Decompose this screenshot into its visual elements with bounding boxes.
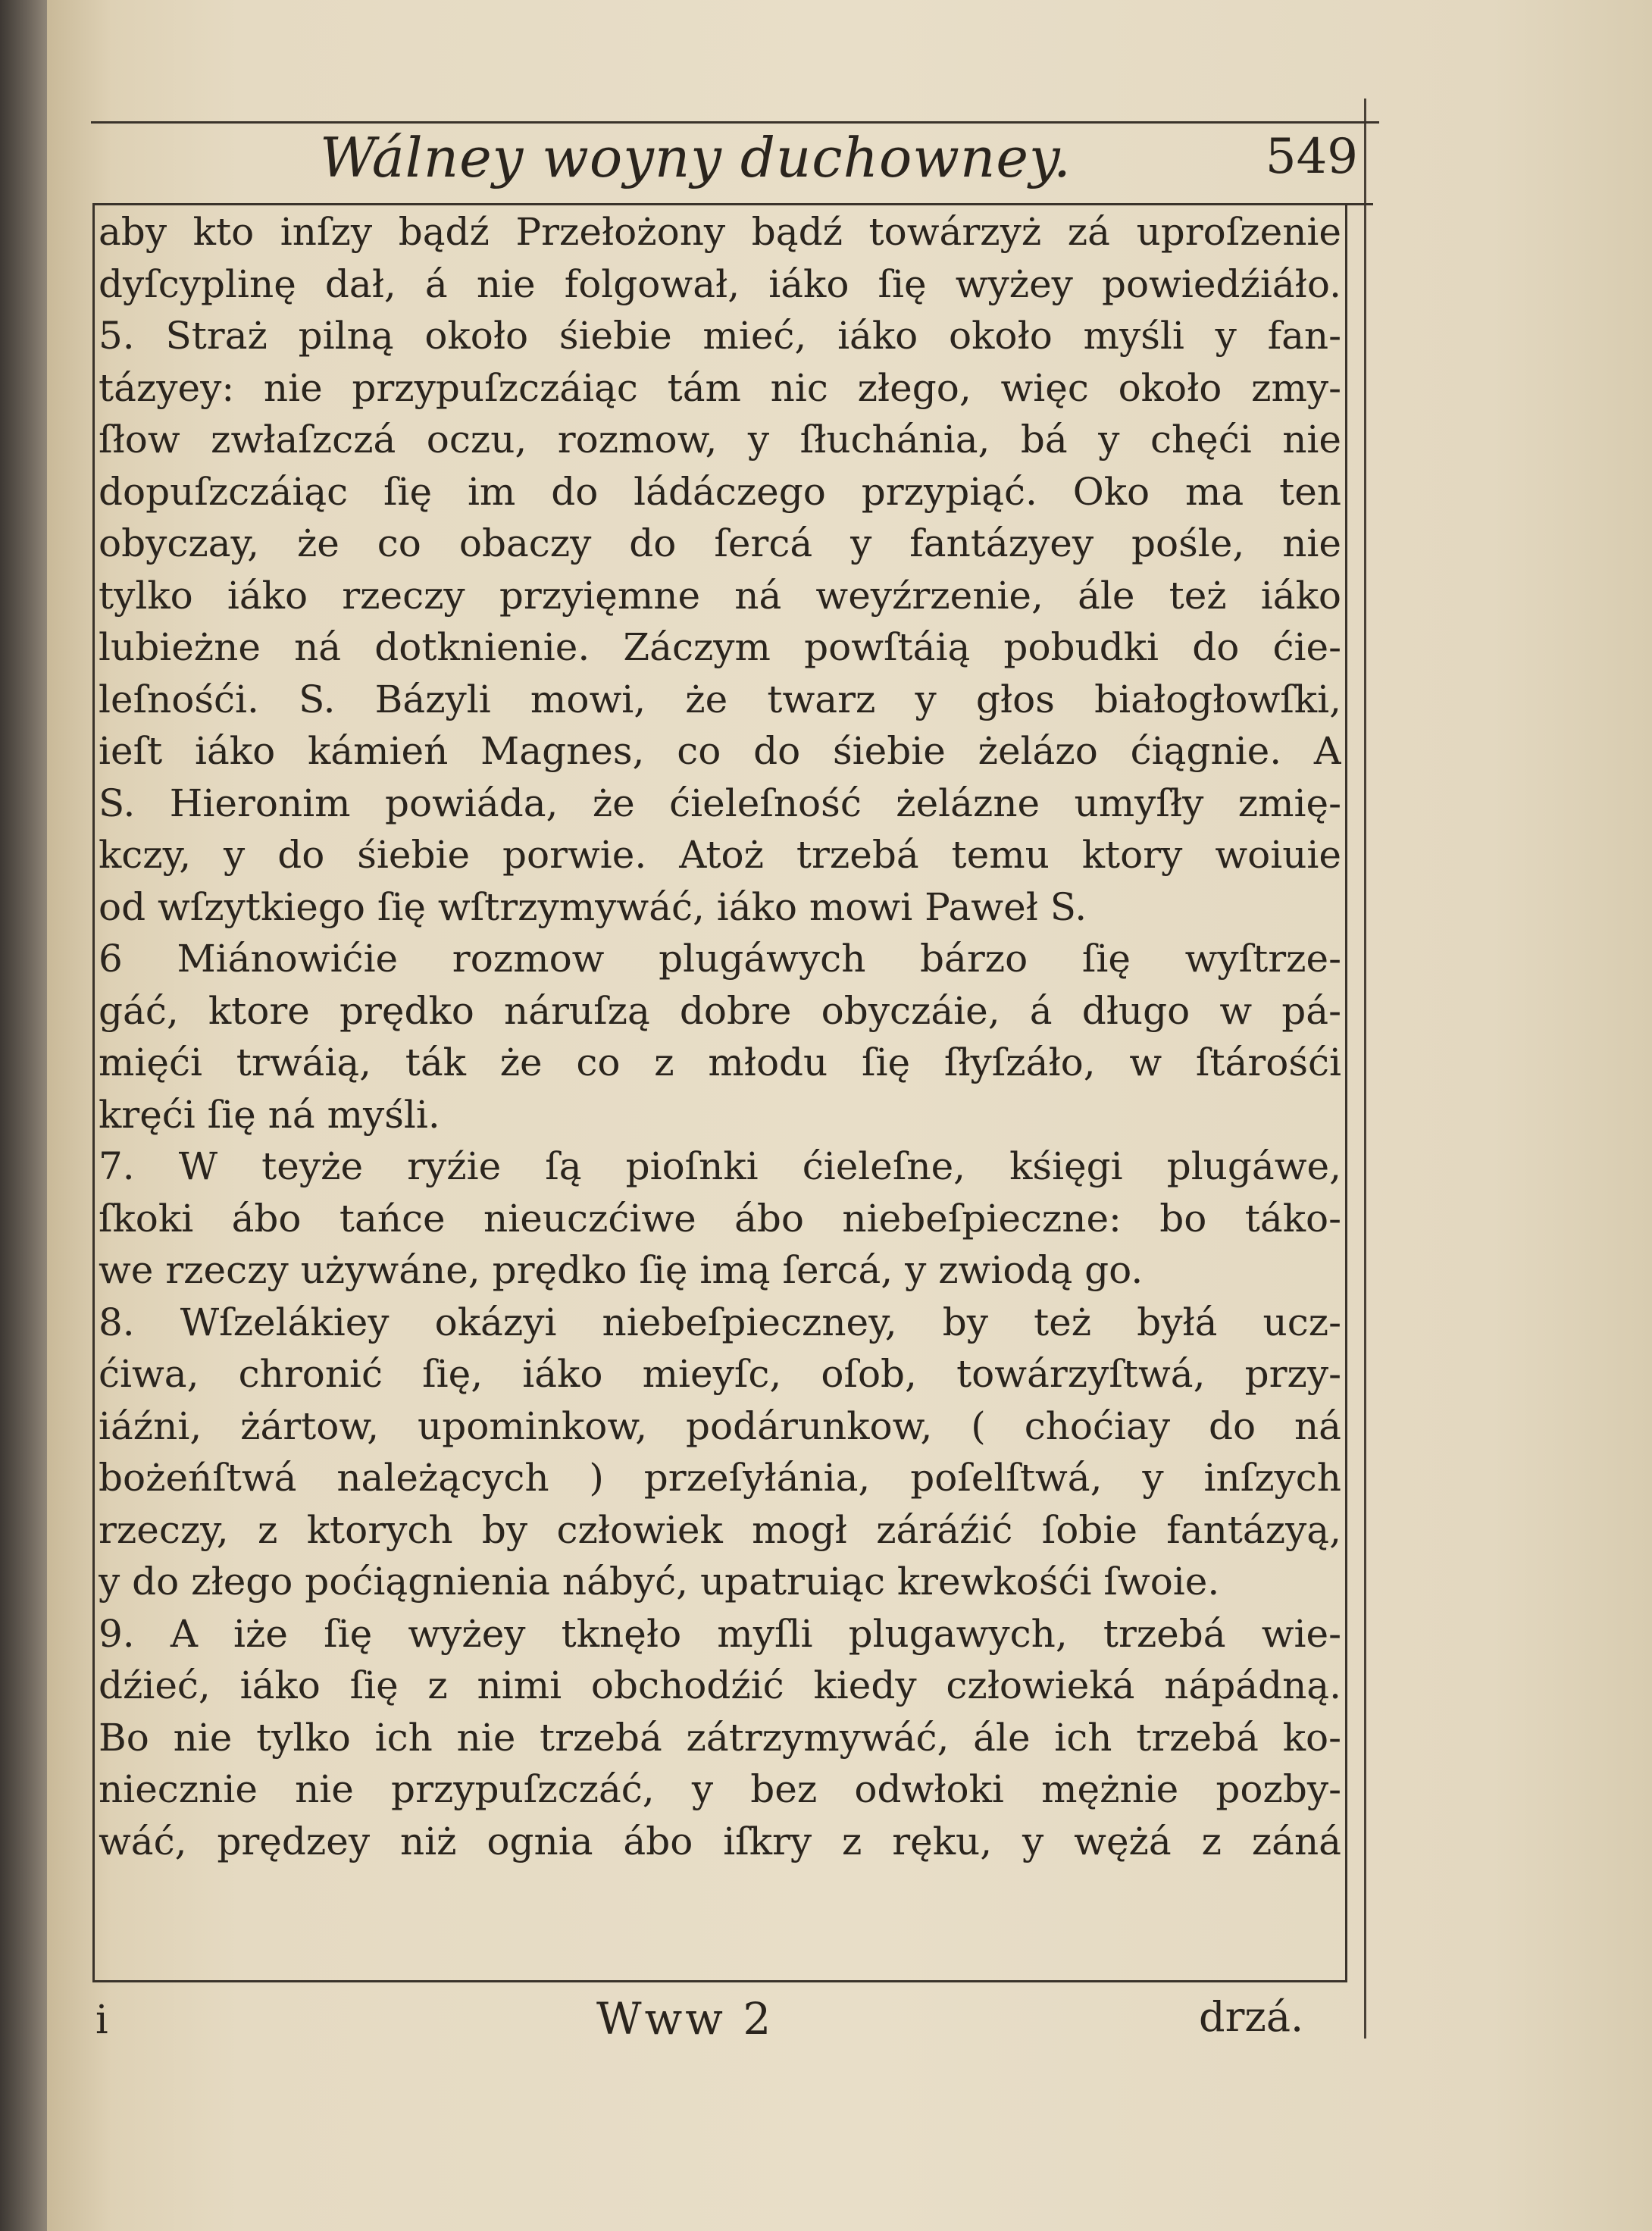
text-line: gáć, ktore prędko náruſzą dobre obyczáie, á długo w pá- <box>99 988 1341 1033</box>
signature-mark: Www 2 <box>596 1993 774 2045</box>
page-number: 549 <box>1265 129 1358 185</box>
text-line: tylko iáko rzeczy przyięmne ná weyźrzenie, ále też iáko <box>99 573 1341 618</box>
text-line: 6 Miánowićie rozmow plugáwych bárzo ſię wyſtrze- <box>99 937 1341 981</box>
text-line: rzeczy, z ktorych by człowiek mogł záráźić ſobie fantázyą, <box>99 1507 1341 1552</box>
running-title: Wálney woyny duchowney. <box>320 126 1072 189</box>
text-line: dźieć, iáko ſię z nimi obchodźić kiedy człowieká nápádną. <box>99 1663 1341 1707</box>
text-line: ieſt iáko kámień Magnes, co do śiebie żelázo ćiągnie. A <box>99 729 1341 773</box>
text-line: we rzeczy używáne, prędko ſię imą ſercá, y zwiodą go. <box>99 1248 1144 1292</box>
text-line: S. Hieronim powiáda, że ćieleſność żelázne umyſły zmię- <box>99 781 1341 825</box>
text-line: iáźni, żártow, upominkow, podárunkow, ( choćiay do ná <box>99 1403 1341 1448</box>
text-line: tázyey: nie przypuſzczáiąc tám nic złego, więc około zmy- <box>99 365 1341 410</box>
text-line: 8. Wſzelákiey okázyi niebeſpieczney, by też byłá ucz- <box>99 1300 1341 1344</box>
text-line: leſnośći. S. Bázyli mowi, że twarz y głos białogłowſki, <box>99 677 1341 721</box>
outer-frame-rule <box>1364 99 1366 2039</box>
text-line: od wſzytkiego ſię wſtrzymywáć, iáko mowi Paweł S. <box>99 884 1087 929</box>
text-line: ſkoki ábo tańce nieuczćiwe ábo niebeſpieczne: bo táko- <box>99 1196 1341 1241</box>
text-line: 7. W teyże ryźie ſą pioſnki ćieleſne, kśięgi plugáwe, <box>99 1144 1341 1188</box>
text-line: ſłow zwłaſzczá oczu, rozmow, y ſłuchánia, bá y chęći nie <box>99 418 1341 462</box>
text-line: dopuſzczáiąc ſię im do ládáczego przypiąć. Oko ma ten <box>99 469 1341 514</box>
text-line: bożeńſtwá należących ) przeſyłánia, poſelſtwá, y inſzych <box>99 1456 1341 1500</box>
book-binding <box>0 0 53 2231</box>
text-line: y do złego poćiągnienia nábyć, upatruiąc krewkośći ſwoie. <box>99 1560 1220 1604</box>
catchword: drzá. <box>1199 1993 1304 2041</box>
text-line: mięći trwáią, ták że co z młodu ſię ſłyſzáło, w ſtárośći <box>99 1040 1341 1084</box>
stray-mark: i <box>95 1998 108 2043</box>
text-line: wáć, prędzey niż ognia ábo iſkry z ręku, y wężá z záná <box>99 1819 1341 1863</box>
body-text <box>99 206 1341 1867</box>
text-line: 9. A iże ſię wyżey tknęło myſli plugawych, trzebá wie- <box>99 1611 1341 1656</box>
text-line: 5. Straż pilną około śiebie mieć, iáko około myśli y fan- <box>99 314 1341 358</box>
text-line: dyſcyplinę dał, á nie folgował, iáko ſię wyżey powiedźiáło. <box>99 261 1341 306</box>
text-line: kręći ſię ná myśli. <box>99 1092 440 1137</box>
text-line: Bo nie tylko ich nie trzebá zátrzymywáć, ále ich trzebá ko- <box>99 1715 1341 1760</box>
text-line: obyczay, że co obaczy do ſercá y fantázyey pośle, nie <box>99 521 1341 565</box>
text-line: lubieżne ná dotknienie. Záczym powſtáią pobudki do ćie- <box>99 625 1341 669</box>
text-line: ćiwa, chronić ſię, iáko mieyſc, oſob, towárzyſtwá, przy- <box>99 1352 1341 1396</box>
text-line: kczy, y do śiebie porwie. Atoż trzebá temu ktory woiuie <box>99 833 1341 877</box>
text-line: niecznie nie przypuſzczáć, y bez odwłoki mężnie pozby- <box>99 1767 1341 1811</box>
text-line: aby kto inſzy bądź Przełożony bądź towárzyż zá uproſzenie <box>99 210 1341 254</box>
page-header <box>92 121 1373 203</box>
page-footer <box>92 1993 1373 2054</box>
